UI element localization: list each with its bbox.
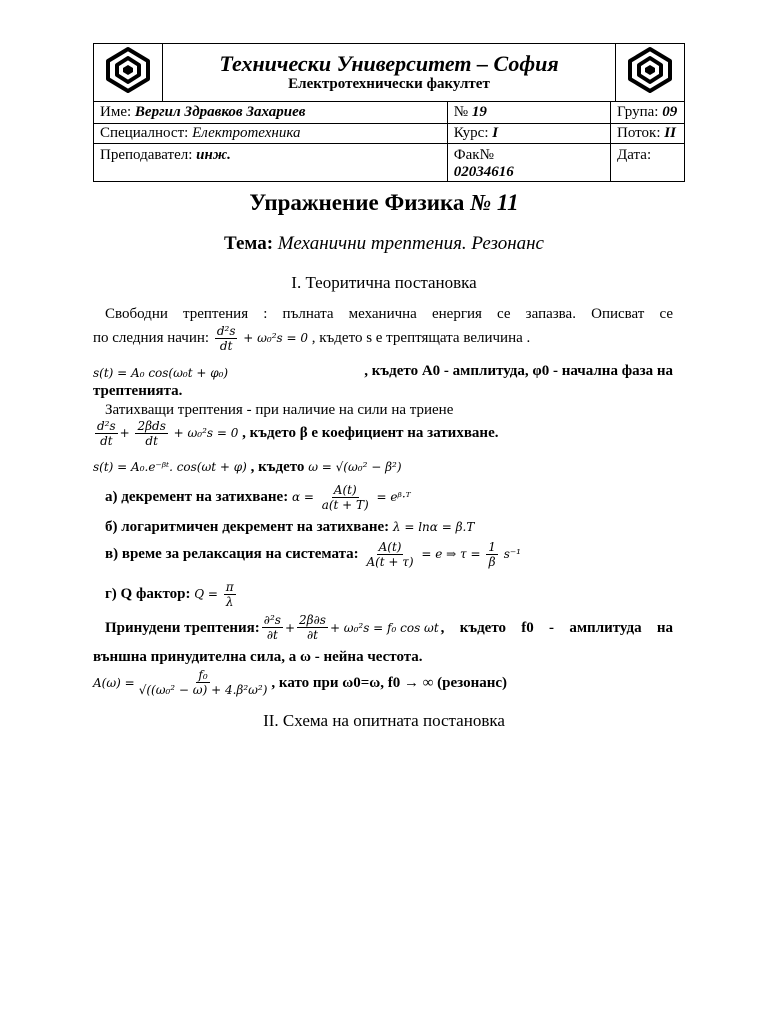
free-line-4: трептенията.	[93, 383, 183, 399]
specialty-cell	[94, 124, 448, 144]
name-cell	[94, 102, 448, 124]
date-label: Дата:	[617, 147, 652, 163]
stream-value: II	[664, 125, 676, 141]
eq-a-den: a(t + T)	[321, 498, 369, 512]
free-line-2a: по следния начин:	[93, 329, 210, 346]
stream-label: Поток:	[617, 125, 661, 141]
forced-line-2: външна принудителна сила, а ω - нейна честота.	[93, 649, 423, 665]
eq-forced-den-1: ∂t	[266, 628, 278, 642]
eq-d-den: λ	[225, 595, 234, 609]
number-label: №	[453, 104, 469, 120]
date-cell	[611, 144, 685, 182]
course-value: I	[492, 125, 499, 141]
free-line-3-text: , където A0 - амплитуда, φ0 - начална фаза на	[364, 363, 673, 379]
item-d-text: г) Q фактор:	[105, 585, 191, 602]
eq-c-num-2: 1	[488, 540, 496, 554]
course-label: Курс:	[453, 125, 489, 141]
eq-c-unit: s⁻¹	[503, 546, 521, 561]
free-line-1: Свободни трептения : пълната механична енергия се запазва. Описват се	[105, 306, 673, 322]
eq-damp-rest: + ω₀²s = 0	[173, 425, 239, 440]
item-b-text: б) логаритмичен декремент на затихване:	[105, 519, 390, 535]
exercise-title-label: Упражнение Физика	[249, 190, 465, 215]
eq-d-lhs: Q =	[194, 586, 218, 601]
eq-c-den-2: β	[488, 555, 496, 569]
specialty-label: Специалност:	[100, 125, 189, 141]
eq-c-mid: = e ⇒ τ =	[421, 546, 481, 561]
eq-damp-num-1: d²s	[97, 419, 116, 433]
exercise-title	[0, 190, 768, 216]
fac-number-label: Фак№	[453, 147, 494, 163]
university-name: Технически Университет – София	[219, 50, 559, 76]
header-title-cell	[163, 44, 616, 102]
eq-damp-solution: s(t) = A₀.e⁻ᵝᵗ. cos(ωt + φ)	[93, 460, 247, 474]
eq-omega: ω = √(ω₀² − β²)	[308, 460, 402, 474]
damp-line-3	[93, 458, 402, 476]
number-cell	[447, 102, 610, 124]
item-a-text: а) декремент на затихване:	[105, 488, 289, 505]
faculty-name: Електротехнически факултет	[288, 75, 490, 92]
fac-number-cell	[447, 144, 610, 182]
eq-a-fraction	[320, 483, 371, 512]
university-logo-icon	[103, 45, 153, 95]
topic	[0, 233, 768, 255]
topic-value: Механични трептения. Резонанс	[277, 233, 544, 254]
free-line-2	[93, 324, 530, 353]
free-line-2b: , където s е трептящата величина .	[311, 329, 531, 346]
damp-line-1: Затихващи трептения - при наличие на сили на триене	[105, 402, 454, 418]
course-cell	[447, 124, 610, 144]
eq-amplitude-num: f₀	[198, 668, 208, 682]
forced-line-1: Принудени трептения: $\frac{\text{∂²s}}{\partial t}$ + $\frac{2\beta\partial s}{\partial t}$ + ω₀²s = f₀ cos ωt , където f0 - амплитуда на	[105, 613, 673, 642]
eq-amplitude-fraction	[137, 668, 270, 697]
teacher-cell	[94, 144, 448, 182]
specialty-value: Електротехника	[192, 125, 301, 141]
section-heading-scheme: II. Схема на опитната постановка	[263, 711, 505, 730]
stream-cell	[611, 124, 685, 144]
eq-a-rhs: = eᵝ·ᵀ	[376, 489, 411, 504]
teacher-label: Преподавател:	[100, 147, 193, 163]
university-logo-icon	[625, 45, 675, 95]
eq-damp-den-2: dt	[145, 434, 158, 448]
item-d	[105, 580, 238, 609]
eq-forced-frac-2	[297, 613, 328, 642]
damp-line-3-text: , където	[250, 459, 305, 475]
damp-line-2: $\frac{\text{d²s}}{dt}$ + $\frac{\text{2βds}}{dt}$ + ω₀²s = 0 , където β е коефициент на затихване.	[97, 419, 499, 448]
eq-forced-rest: + ω₀²s = f₀ cos ωt	[329, 620, 439, 635]
item-c	[105, 540, 521, 569]
eq-free-num: d²s	[216, 324, 236, 338]
eq-s-of-t: s(t) = A₀ cos(ω₀t + φ₀)	[93, 366, 229, 380]
logo-right	[616, 44, 685, 102]
group-label: Група:	[617, 104, 659, 120]
damp-line-2-text: , където β е коефициент на затихване.	[242, 424, 499, 441]
eq-free-den: dt	[219, 339, 233, 353]
eq-b: λ = lnα = β.T	[392, 520, 475, 534]
eq-a-lhs: α =	[291, 489, 314, 504]
eq-amplitude-den: √((ω₀² − ω) + 4.β²ω²)	[138, 683, 268, 697]
forced-line-3-text: , като при ω0=ω, f0 → ∞ (резонанс)	[271, 674, 508, 691]
eq-c-num: A(t)	[378, 540, 402, 554]
item-a	[105, 483, 411, 512]
group-cell	[611, 102, 685, 124]
eq-damp-frac-2	[135, 419, 167, 448]
eq-damp-frac-1	[95, 419, 118, 448]
item-b	[105, 518, 474, 536]
eq-forced-num-1: ∂²s	[263, 613, 281, 627]
eq-forced-num-2: 2β∂s	[299, 613, 326, 627]
eq-c-den: A(t + τ)	[366, 555, 414, 569]
group-value: 09	[662, 104, 678, 120]
name-label: Име:	[100, 104, 132, 120]
eq-c-fraction-1	[364, 540, 415, 569]
number-value: 19	[471, 104, 487, 120]
eq-damp-den-1: dt	[100, 434, 113, 448]
forced-line-3	[93, 668, 507, 697]
item-c-text: в) време за релаксация на системата:	[105, 545, 359, 562]
fac-number-value: 02034616	[453, 164, 514, 180]
eq-free-rest: + ω₀²s = 0	[243, 330, 308, 345]
forced-text-a: Принудени трептения:	[105, 619, 260, 636]
eq-d-fraction	[224, 580, 236, 609]
eq-d-num: π	[225, 580, 234, 594]
eq-damp-num-2: 2βds	[137, 419, 166, 433]
eq-c-fraction-2	[486, 540, 498, 569]
name-value: Вергил Здравков Захариев	[134, 104, 306, 120]
eq-forced-den-2: ∂t	[306, 628, 318, 642]
eq-free-fraction	[215, 324, 238, 353]
free-line-3	[93, 362, 673, 382]
teacher-value: инж.	[196, 147, 231, 163]
topic-label: Тема:	[224, 233, 274, 254]
logo-left	[94, 44, 163, 102]
header-table	[93, 43, 685, 179]
exercise-number: № 11	[470, 190, 519, 215]
eq-forced-frac-1	[262, 613, 283, 642]
eq-a-num: A(t)	[333, 483, 357, 497]
eq-amplitude-lhs: A(ω) =	[93, 675, 135, 690]
section-heading-theory: I. Теоритична постановка	[291, 273, 477, 292]
forced-text-b: , където f0 - амплитуда на	[440, 619, 673, 636]
